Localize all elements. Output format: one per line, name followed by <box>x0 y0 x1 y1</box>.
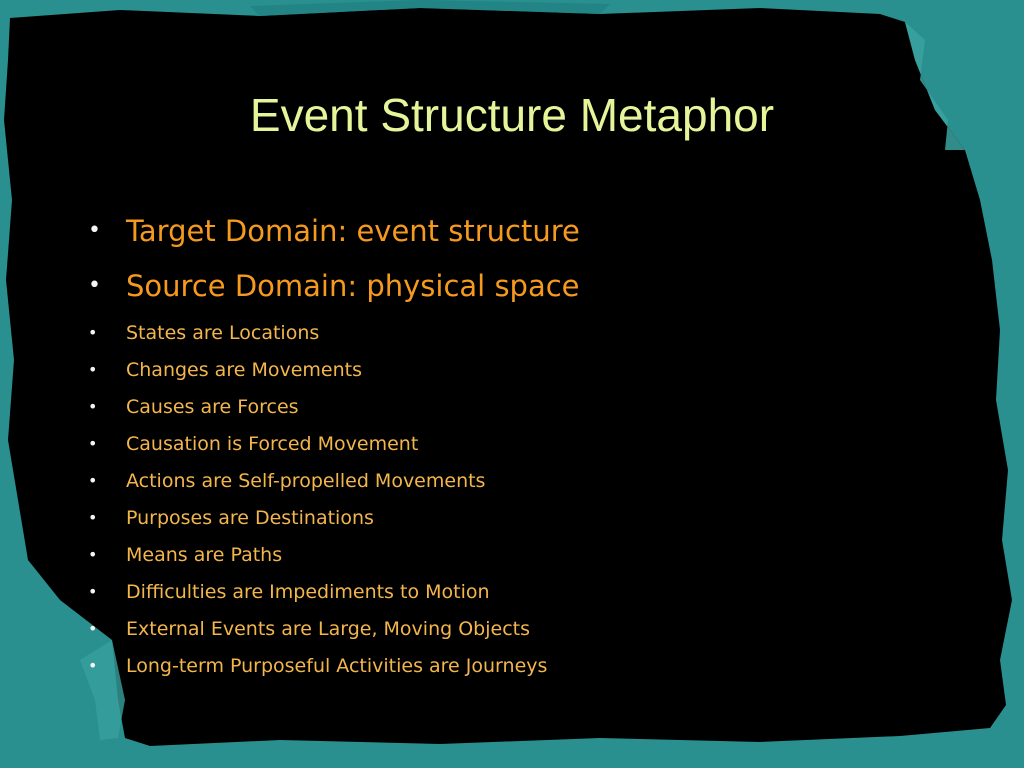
bullet-text: States are Locations <box>126 322 320 344</box>
bullet-list <box>86 208 580 688</box>
bullet-text: Target Domain: event structure <box>126 214 580 248</box>
bullet-dot-icon: • <box>88 619 98 638</box>
bullet-text: Means are Paths <box>126 544 283 566</box>
bullet-text: Causes are Forces <box>126 396 299 418</box>
bullet-text: Purposes are Destinations <box>126 507 374 529</box>
secondary-bullet <box>86 651 580 688</box>
bullet-dot-icon: • <box>88 471 98 490</box>
secondary-bullet <box>86 577 580 614</box>
bullet-dot-icon: • <box>88 273 101 298</box>
bullet-dot-icon: • <box>88 397 98 416</box>
secondary-bullet <box>86 392 580 429</box>
bullet-text: Changes are Movements <box>126 359 362 381</box>
bullet-dot-icon: • <box>88 508 98 527</box>
bullet-text: External Events are Large, Moving Objects <box>126 618 531 640</box>
bullet-text: Source Domain: physical space <box>126 269 580 303</box>
bullet-text: Actions are Self-propelled Movements <box>126 470 486 492</box>
secondary-bullet <box>86 614 580 651</box>
secondary-bullet <box>86 466 580 503</box>
secondary-bullet <box>86 540 580 577</box>
primary-bullet <box>86 263 580 318</box>
bullet-dot-icon: • <box>88 218 101 243</box>
bullet-dot-icon: • <box>88 323 98 342</box>
bullet-dot-icon: • <box>88 582 98 601</box>
secondary-bullet <box>86 318 580 355</box>
bullet-text: Causation is Forced Movement <box>126 433 419 455</box>
secondary-bullet <box>86 503 580 540</box>
bullet-text: Long-term Purposeful Activities are Journeys <box>126 655 548 677</box>
primary-bullet <box>86 208 580 263</box>
secondary-bullet <box>86 355 580 392</box>
bullet-dot-icon: • <box>88 360 98 379</box>
bullet-text: Difficulties are Impediments to Motion <box>126 581 490 603</box>
bullet-dot-icon: • <box>88 545 98 564</box>
slide-title: Event Structure Metaphor <box>249 89 775 141</box>
secondary-bullet <box>86 429 580 466</box>
bullet-dot-icon: • <box>88 656 98 675</box>
bullet-dot-icon: • <box>88 434 98 453</box>
